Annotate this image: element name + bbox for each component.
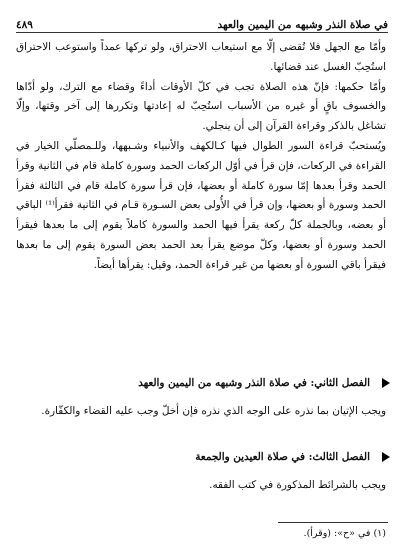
section-text: ويجب الإتيان بما نذره على الوجه الذي نذره فإن أخلّ وجب عليه القضاء والكفّارة. xyxy=(41,405,386,417)
main-text xyxy=(16,38,386,276)
paragraph: وأمّا حكمها: فإنّ هذه الصلاة تجب في كلّ الأوقات أداءً وقضاء مع الترك، ولو أدّاها والخسوف باقٍ أو غيره من الأسباب استُحِبّ له إعادتها وتكررها إلى آخر وقتها، وإلّا تشاغل بالذكر وقراءة القرآن إلى أن ينجلي. xyxy=(16,80,386,133)
section-heading xyxy=(16,372,390,394)
section-title: الفصل الثاني: في صلاة النذر وشبهه من اليمين والعهد xyxy=(138,377,370,389)
page-number: ٤٨٩ xyxy=(16,19,33,31)
section-heading xyxy=(16,446,390,468)
arrow-icon xyxy=(382,452,390,462)
header-rule xyxy=(16,32,388,33)
running-header xyxy=(16,9,388,31)
footnote-rule xyxy=(278,522,388,523)
footnote: (١) في «ح»: (وقرأ). xyxy=(303,528,386,539)
section-title: الفصل الثالث: في صلاة العيدين والجمعة xyxy=(195,451,370,463)
section-chapter-two xyxy=(16,372,390,420)
header-title: في صلاة النذر وشبهه من اليمين والعهد xyxy=(217,19,388,31)
paragraph: ويُستحبّ قراءة السور الطوال فيها كـالكهف والأنبياء وشـبهها، وللـمصلّي الخيار في القراءة في الركعات، فإن قرأ في أوّل الركعات الحمد وسورة كاملة قام في الثانية وقرأ الحمد وقرأ بعدها إمّا سورة كاملة أو بعضها، فإن قرأ سورة كاملة قام في الثالثة فقرأ الحمد وسورة أو بعضها، وإن قرأ في الأُولى بعض السـورة قـام في الثانية فقرأ⁽¹⁾ الباقي أو بعضه، وبالجملة كلّ ركعة يقرأ فيها الحمد والسورة كاملاً يقوم إلى ما بعدها فيقرأ الحمد وسورة أو بعضها، وكلّ موضع يقرأ بعد الحمد بعض السورة يقوم إلى ما بعدها فيقرأ باقي السورة أو بعضها من غير قراءة الحمد، وقيل: يقرأها أيضاً. xyxy=(16,139,386,271)
section-text: ويجب بالشرائط المذكورة في كتب الفقه. xyxy=(209,479,386,491)
section-chapter-three xyxy=(16,446,390,494)
paragraph: وأمّا مع الجهل فلا تُقضى إلّا مع استيعاب الاحتراق، ولو تركها عمداً واستوعب الاحتراق استُحِبّ الغسل عند قضائها. xyxy=(16,41,386,73)
arrow-icon xyxy=(382,378,390,388)
